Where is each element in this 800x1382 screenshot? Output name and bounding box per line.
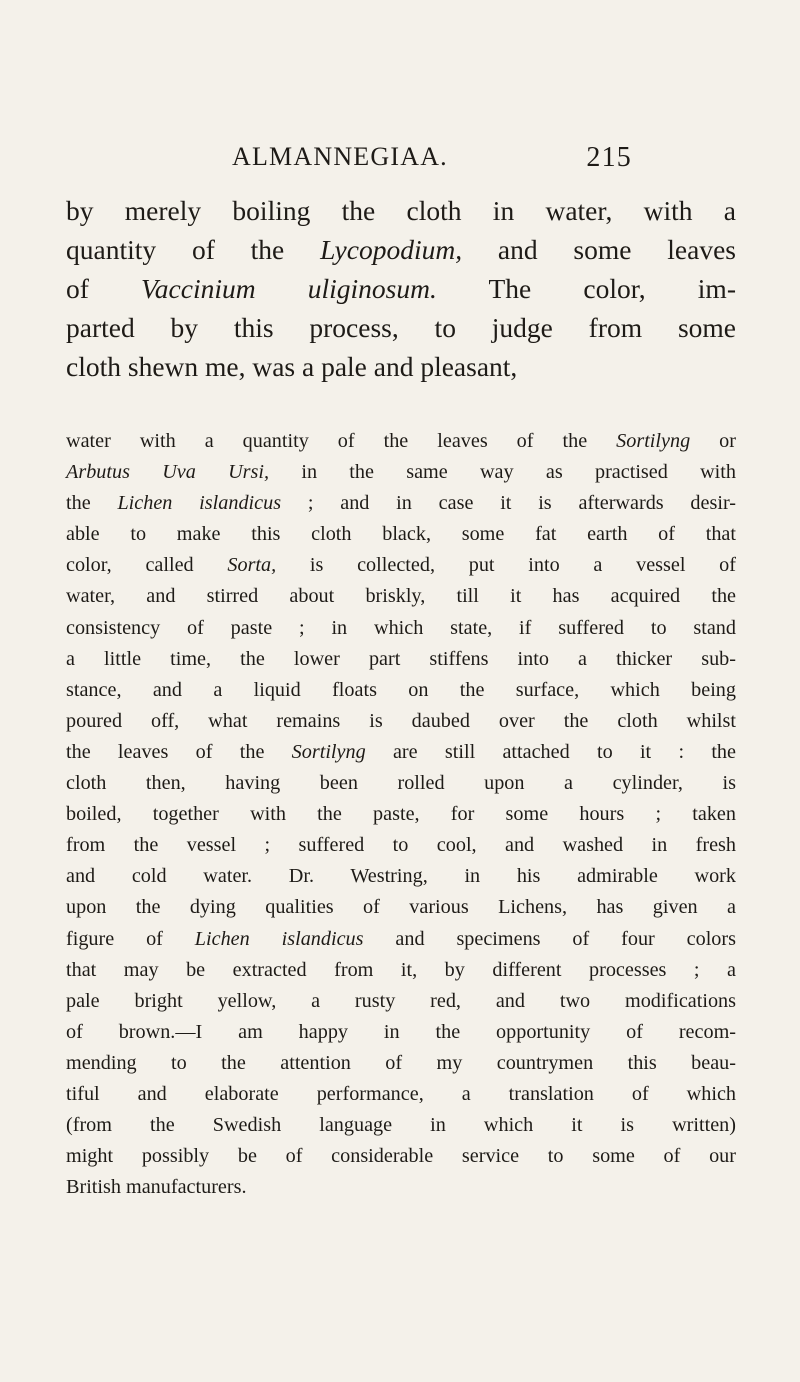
- running-title: ALMANNEGIAA.: [232, 142, 448, 171]
- footnote-line: [66, 488, 736, 519]
- text-run: and specimens of four colors: [363, 927, 736, 950]
- text-run: are still attached to it : the: [365, 740, 736, 763]
- text-run: stance, and a liquid floats on the surface, which being: [66, 678, 736, 701]
- text-run: upon the dying qualities of various Lichens, has given a: [66, 896, 736, 919]
- text-run: mending to the attention of my countrymen this beau-: [66, 1051, 736, 1074]
- text-run: quantity of the: [66, 234, 321, 265]
- italic-term: Lichen islandicus: [194, 927, 364, 950]
- main-text-line: [66, 347, 736, 386]
- footnote-line: [66, 675, 736, 706]
- footnote-line: [66, 581, 736, 612]
- text-run: consistency of paste ; in which state, if suffered to stand: [66, 616, 736, 639]
- text-run: a little time, the lower part stiffens into a thicker sub-: [66, 647, 736, 670]
- footnote-line: [66, 457, 736, 488]
- text-run: in the same way as practised with: [269, 461, 736, 484]
- text-run: and cold water. Dr. Westring, in his admirable work: [66, 865, 736, 888]
- footnote-line: [66, 519, 736, 550]
- text-run: is collected, put into a vessel of: [276, 554, 736, 577]
- text-run: and some leaves: [462, 234, 736, 265]
- footnote-line: [66, 986, 736, 1017]
- main-text-line: [66, 230, 736, 269]
- text-run: boiled, together with the paste, for some hours ; taken: [66, 803, 736, 826]
- text-run: cloth shewn me, was a pale and pleasant,: [66, 351, 518, 382]
- footnote-paragraph: [66, 426, 736, 1203]
- italic-term: Sortilyng: [291, 740, 366, 763]
- footnote-line: [66, 892, 736, 923]
- footnote-line: [66, 1048, 736, 1079]
- footnote-line: [66, 1017, 736, 1048]
- footnote-line: [66, 799, 736, 830]
- text-run: might possibly be of considerable service to some of our: [66, 1145, 736, 1168]
- text-run: water with a quantity of the leaves of the: [66, 430, 617, 452]
- footnote-line: [66, 924, 736, 955]
- italic-term: Sortilyng: [616, 430, 691, 452]
- italic-term: Vaccinium uliginosum.: [141, 273, 437, 304]
- footnote-line: [66, 644, 736, 675]
- text-run: parted by this process, to judge from some: [66, 312, 736, 343]
- footnote-line: [66, 955, 736, 986]
- text-run: The color, im-: [436, 273, 736, 304]
- footnote-line: [66, 613, 736, 644]
- text-run: that may be extracted from it, by different processes ; a: [66, 958, 736, 981]
- text-run: able to make this cloth black, some fat earth of that: [66, 523, 736, 546]
- footnote-line: [66, 550, 736, 581]
- footnote-line: [66, 1110, 736, 1141]
- main-text-line: [66, 191, 736, 230]
- italic-term: Lycopodium,: [320, 234, 463, 265]
- footnote-line: [66, 706, 736, 737]
- main-paragraph: [66, 191, 736, 386]
- text-run: the: [66, 492, 118, 515]
- text-run: water, and stirred about briskly, till it has acquired the: [66, 585, 736, 608]
- text-run: from the vessel ; suffered to cool, and washed in fresh: [66, 834, 736, 857]
- main-text-line: [66, 308, 736, 347]
- footnote-line: [66, 768, 736, 799]
- text-run: or: [690, 430, 736, 452]
- text-run: (from the Swedish language in which it is written): [66, 1114, 736, 1137]
- text-run: the leaves of the: [66, 740, 292, 763]
- text-run: color, called: [66, 554, 228, 577]
- text-run: of brown.—I am happy in the opportunity of recom-: [66, 1020, 736, 1043]
- footnote-line: [66, 1079, 736, 1110]
- text-run: of: [66, 273, 142, 304]
- footnote-line: [66, 737, 736, 768]
- main-text-line: [66, 269, 736, 308]
- text-run: poured off, what remains is daubed over the cloth whilst: [66, 709, 736, 732]
- italic-term: Sorta,: [227, 554, 277, 577]
- text-run: pale bright yellow, a rusty red, and two modifications: [66, 989, 736, 1012]
- text-run: tiful and elaborate performance, a translation of which: [66, 1082, 736, 1105]
- text-run: figure of: [66, 927, 195, 950]
- page-number: 215: [586, 142, 632, 173]
- text-run: cloth then, having been rolled upon a cylinder, is: [66, 772, 736, 795]
- footnote-line: [66, 426, 736, 457]
- text-run: ; and in case it is afterwards desir-: [281, 492, 736, 515]
- text-run: by merely boiling the cloth in water, with a: [66, 195, 736, 226]
- italic-term: Lichen islandicus: [117, 492, 282, 515]
- footnote-line: [66, 1172, 736, 1203]
- footnote-line: [66, 1141, 736, 1172]
- running-head: [232, 142, 632, 182]
- text-run: British manufacturers.: [66, 1176, 247, 1199]
- footnote-line: [66, 830, 736, 861]
- footnote-line: [66, 861, 736, 892]
- italic-term: Arbutus Uva Ursi,: [66, 461, 270, 484]
